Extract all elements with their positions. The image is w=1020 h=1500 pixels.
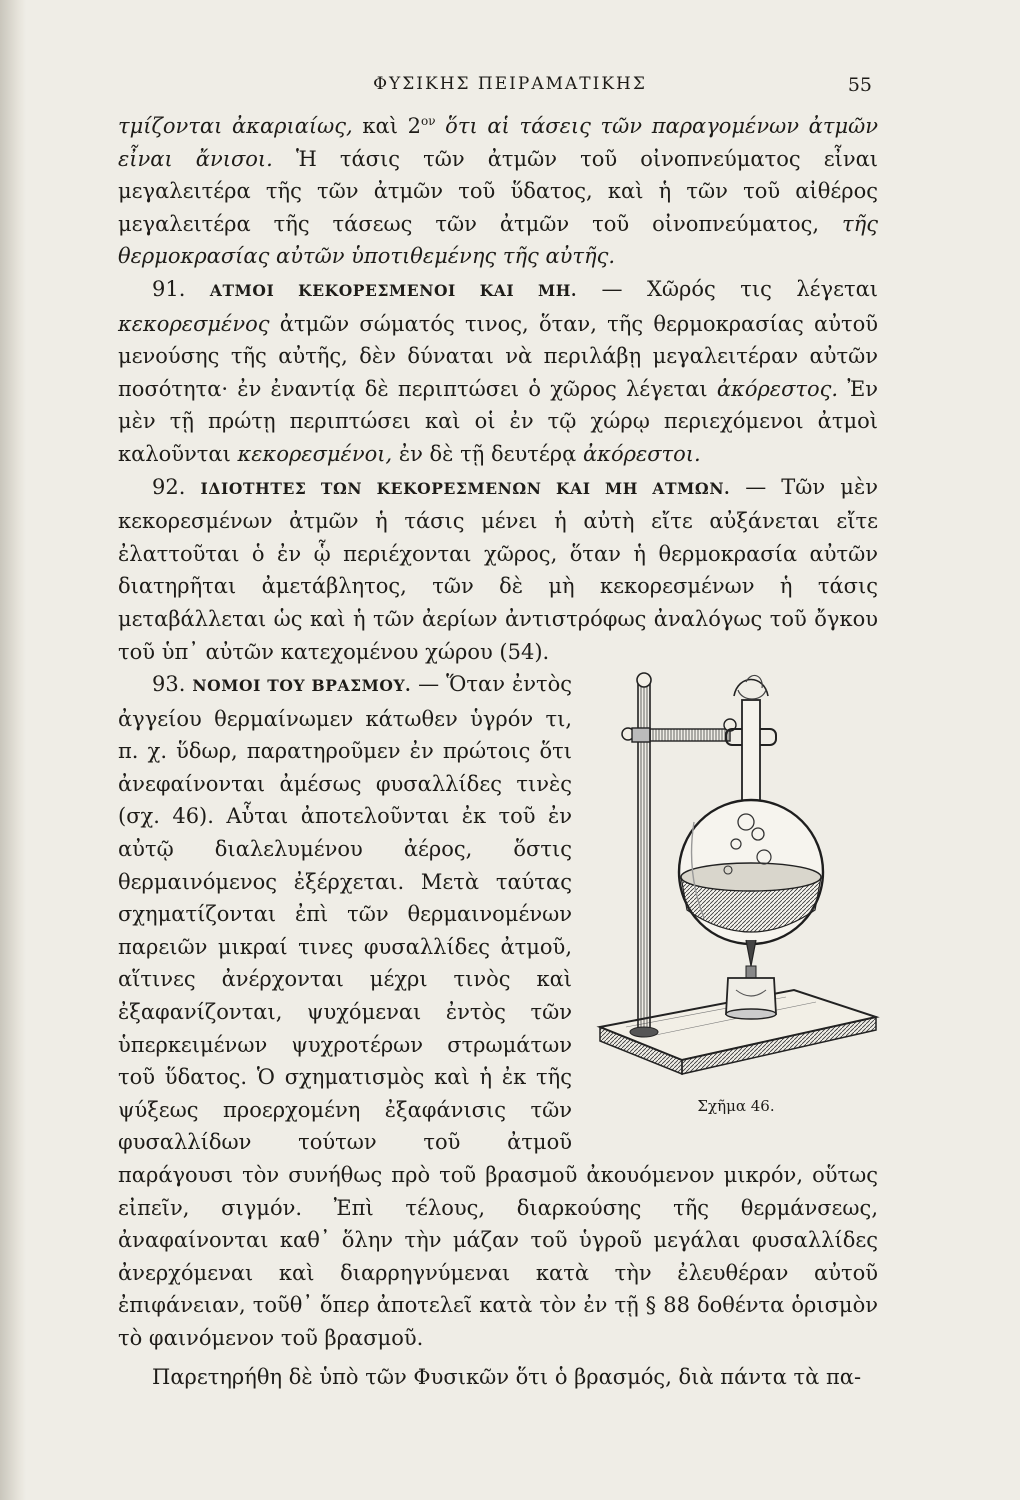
figure-caption: Σχῆμα 46.: [697, 1096, 775, 1115]
intro-italic-b: ὅτι αἱ τάσεις τῶν παραγομένων ἀτμῶν εἶναι ἄνισοι.: [118, 114, 879, 171]
section-91-text-b: ἀτμῶν σώματός τινος, ὅταν, τῆς θερμοκρασίας αὐτοῦ μενούσης τῆς αὐτῆς, δὲν δύναται νὰ περιλάβῃ μεγαλειτέραν αὐτῶν ποσότητα· ἐν ἐναντίᾳ δὲ περιπτώσει ὁ χῶρος λέγεται: [118, 311, 878, 401]
flask-neck: [734, 676, 768, 809]
spirit-lamp: [726, 940, 776, 1019]
running-header: [0, 74, 1020, 98]
page-number: 55: [847, 74, 872, 96]
section-93-text: — Ὅταν ἐντὸς ἀγγείου θερμαίνωμεν κάτωθεν ὑγρόν τι, π. χ. ὕδωρ, παρατηροῦμεν ἐν πρώτοις ὅτι ἀνεφαίνονται ἀμέσως φυσαλλίδες τινὲς (σχ. 46). Αὗται ἀποτελοῦνται ἐκ τοῦ ἐν αὐτῷ διαλελυμένου ἀέρος, ὅστις θερμαινόμενος ἐξέρχεται. Μετὰ ταύτας σχηματίζονται ἐπὶ τῶν θερμαινομένων παρειῶν μικραί τινες φυσαλλίδες ἀτμοῦ, αἵτινες ἀνέρχονται μέχρι τινὸς καὶ ἐξαφανίζονται, ψυχόμεναι ἐντὸς τῶν ὑπερκειμένων ψυχροτέρων στρωμάτων τοῦ ὕδατος. Ὁ σχηματισμὸς καὶ ἡ ἐκ τῆς ψύξεως προερχομένη ἐξαφάνισις τῶν φυσαλλίδων τούτων τοῦ ἀτμοῦ παράγουσι τὸν συνήθως πρὸ τοῦ βρασμοῦ ἀκουόμενον μικρόν, οὕτως εἰπεῖν, σιγμόν. Ἐπὶ τέλους, διαρκούσης τῆς θερμάνσεως, ἀναφαίνονται καθ᾽ ὅλην τὴν μάζαν τοῦ ὑγροῦ μεγάλαι φυσαλλίδες ἀνερχόμεναι καὶ διαρρηγνύμεναι κατὰ τὴν ἐλευθέραν αὐτοῦ ἐπιφάνειαν, τοῦθ᾽ ὅπερ ἀποτελεῖ κατὰ τὸν ἐν τῇ § 88 δοθέντα ὁρισμὸν τὸ φαινόμενον τοῦ βρασμοῦ.: [118, 672, 878, 1350]
section-92-number: 92.: [152, 474, 186, 499]
section-93-title: ΝΟΜΟΙ ΤΟΥ ΒΡΑΣΜΟΥ.: [192, 676, 412, 696]
section-92-title: ΙΔΙΟΤΗΤΕΣ ΤΩΝ ΚΕΚΟΡΕΣΜΕΝΩΝ ΚΑΙ ΜΗ ΑΤΜΩΝ.: [200, 478, 731, 498]
boiling-apparatus-illustration: [586, 672, 886, 1112]
section-91-italic-c: κεκορεσμένοι,: [230, 441, 393, 466]
intro-italic-c: τῆς θερμοκρασίας αὐτῶν ὑποτιθεμένης τῆς αὐτῆς.: [118, 211, 879, 269]
section-91-paragraph: [118, 273, 878, 471]
section-91-text-c: Ἐν μὲν τῇ πρώτῃ περιπτώσει καὶ οἱ ἐν τῷ χώρῳ περιεχόμενοι ἀτμοὶ καλοῦνται: [118, 376, 878, 466]
section-91-italic-a: κεκορεσμένος: [118, 311, 270, 336]
section-92-paragraph: [118, 471, 878, 669]
body-text: [118, 105, 878, 1393]
section-91-title: ΑΤΜΟΙ ΚΕΚΟΡΕΣΜΕΝΟΙ ΚΑΙ ΜΗ.: [209, 280, 578, 300]
glass-flask: [679, 800, 823, 944]
section-91-text-d: ἐν δὲ τῇ δευτέρᾳ: [392, 441, 577, 466]
intro-italic-a: τμίζονται ἀκαριαίως,: [118, 114, 353, 138]
section-92-text: — Τῶν μὲν κεκορεσμένων ἀτμῶν ἡ τάσις μένει ἡ αὐτὴ εἴτε αὐξάνεται εἴτε ἐλαττοῦται ὁ ἐν ᾧ περιέχονται χῶρος, ὅταν ἡ θερμοκρασία αὐτῶν διατηρῆται ἀμετάβλητος, τῶν δὲ μὴ κεκορεσμένων ἡ τάσις μεταβάλλεται ὡς καὶ ἡ τῶν ἀερίων ἀντιστρόφως ἀναλόγως τοῦ ὄγκου τοῦ ὑπ᾽ αὐτῶν κατεχομένου χώρου (54).: [118, 474, 878, 664]
intro-text-b: Ἡ τάσις τῶν ἀτμῶν τοῦ οἰνοπνεύματος εἶναι μεγαλειτέρα τῆς τῶν ἀτμῶν τοῦ ὕδατος, καὶ ἡ τῶν τοῦ αἰθέρος μεγαλειτέρα τῆς τάσεως τῶν ἀτμῶν τοῦ οἰνοπνεύματος,: [118, 146, 878, 236]
closing-paragraph: Παρετηρήθη δὲ ὑπὸ τῶν Φυσικῶν ὅτι ὁ βρασμός, διὰ πάντα τὰ πα-: [152, 1364, 862, 1389]
intro-paragraph: [118, 105, 878, 273]
section-93-number: 93.: [152, 672, 186, 697]
section-91-italic-d: ἀκόρεστοι.: [576, 441, 701, 466]
section-91-number: 91.: [152, 276, 186, 301]
intro-superscript: ον: [420, 114, 436, 128]
figure-46: [586, 672, 886, 1142]
page-edge-shadow: [0, 0, 26, 1500]
intro-text-a: καὶ 2: [352, 114, 421, 138]
section-91-text-a: — Χῶρός τις λέγεται: [577, 276, 878, 301]
section-91-italic-b: ἀκόρεστος.: [707, 376, 839, 401]
running-title: ΦΥΣΙΚΗΣ ΠΕΙΡΑΜΑΤΙΚΗΣ: [373, 74, 647, 94]
